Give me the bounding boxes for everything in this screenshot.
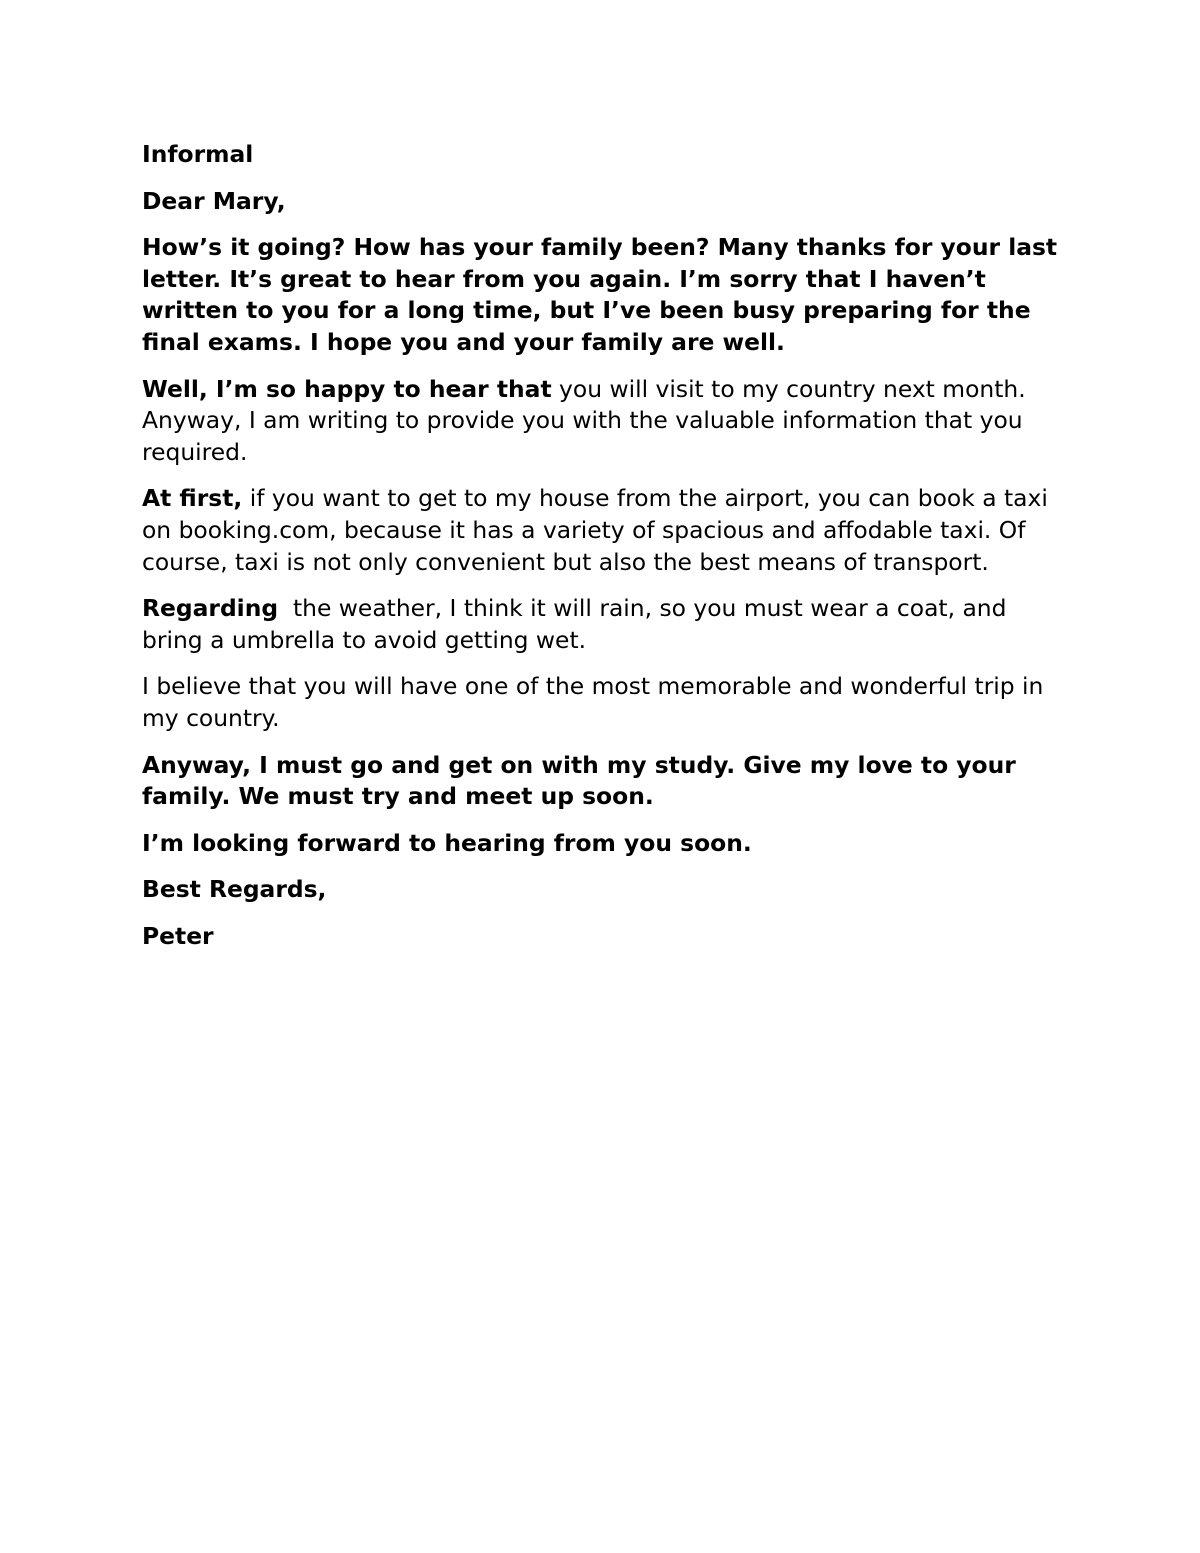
- paragraph-looking-forward: [142, 828, 1062, 860]
- paragraph-lead: Well, I’m so happy to hear that: [142, 374, 552, 403]
- paragraph-text: I’m looking forward to hearing from you soon.: [142, 828, 752, 857]
- paragraph-text: if you want to get to my house from the airport, you can book a taxi on booking.com, because it has a variety of spacious and affodable taxi. Of course, taxi is not only convenient but also the best means of transport.: [142, 484, 1048, 576]
- paragraph-text: you will visit to my country next month. Anyway, I am writing to provide you with the valuable information that you required.: [142, 374, 1026, 466]
- document-heading: Informal: [142, 140, 254, 168]
- paragraph-trip: [142, 671, 1062, 734]
- paragraph-lead: At first,: [142, 484, 243, 513]
- letter-body: [142, 139, 1062, 967]
- paragraph-text: the weather, I think it will rain, so you must wear a coat, and bring a umbrella to avoid getting wet.: [142, 594, 1014, 654]
- paragraph-visit: [142, 374, 1062, 469]
- closing: Best Regards,: [142, 875, 327, 904]
- paragraph-text: How’s it going? How has your family been? Many thanks for your last letter. It’s great to hear from you again. I’m sorry that I haven’t written to you for a long time, but I’ve been busy preparing for the final exams. I hope you and your family are well.: [142, 233, 1058, 356]
- paragraph-text: Anyway, I must go and get on with my study. Give my love to your family. We must try and meet up soon.: [142, 750, 1016, 811]
- paragraph-lead: Regarding: [142, 594, 279, 623]
- paragraph-farewell: [142, 750, 1062, 813]
- paragraph-greeting: [142, 232, 1062, 358]
- paragraph-transport: [142, 483, 1062, 578]
- paragraph-text: I believe that you will have one of the most memorable and wonderful trip in my country.: [142, 672, 1044, 732]
- signature: Peter: [142, 921, 214, 950]
- paragraph-weather: [142, 593, 1062, 656]
- salutation: Dear Mary,: [142, 186, 286, 215]
